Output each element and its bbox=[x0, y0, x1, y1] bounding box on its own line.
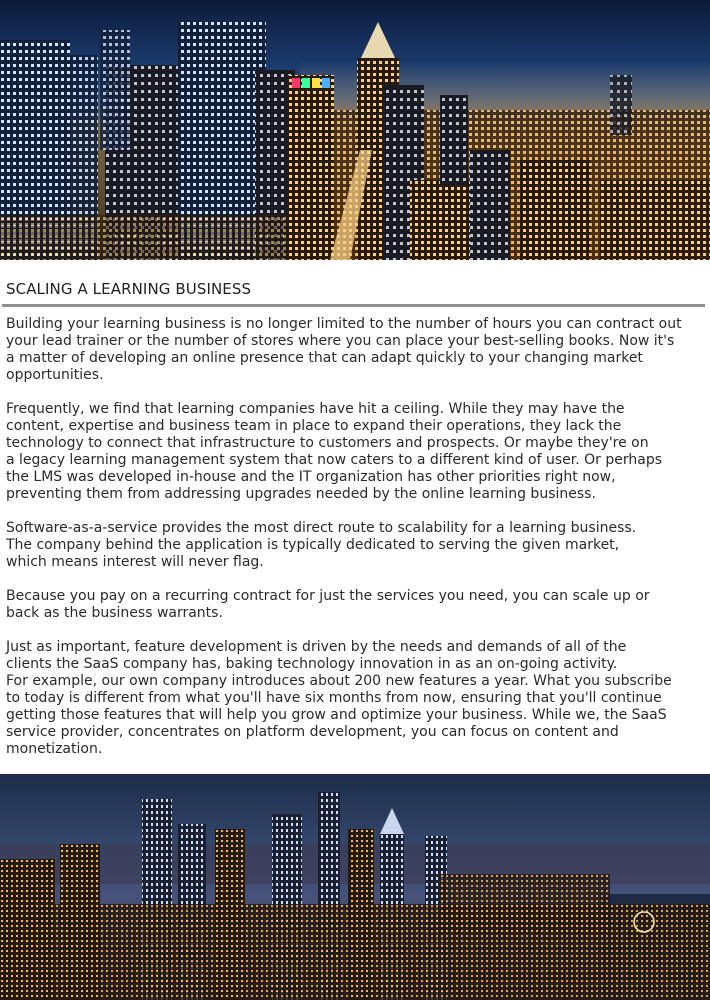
paragraph-1: Building your learning business is no longer limited to the number of hours you can contract out your lead trainer or the number of stores where you can place your best-selling books. Now it's a matter of developing an online presence that can adapt quickly to your changing market opportunities. bbox=[6, 316, 682, 383]
paragraph-3: Software-as-a-service provides the most direct route to scalability for a learning business. The company behind the application is typically dedicated to serving the given market, which means interest will never flag. bbox=[6, 520, 637, 570]
paragraph-4: Because you pay on a recurring contract for just the services you need, you can scale up or back as the business warrants. bbox=[6, 588, 650, 621]
paragraph-2: Frequently, we find that learning companies have hit a ceiling. While they may have the content, expertise and business team in place to expand their operations, they lack the technology to connect that infrastructure to customers and prospects. Or maybe they're on a legacy learning management system that now caters to a different kind of user. Or perhaps the LMS was developed in-house and the IT organization has other priorities right now, preventing them from addressing upgrades needed by the online learning business. bbox=[6, 401, 663, 502]
title-divider bbox=[2, 304, 705, 307]
top-cityscape-illustration bbox=[0, 0, 710, 260]
paragraph-5: Just as important, feature development is driven by the needs and demands of all of the clients the SaaS company has, baking technology innovation in as an on-going activity. For example, our own company introduces about 200 new features a year. What you subscribe to today is different from what you'll have six months from now, ensuring that you'll continue getting those features that will help you grow and optimize your business. While we, the SaaS service provider, concentrates on platform development, you can focus on content and monetization. bbox=[6, 639, 672, 757]
bottom-cityscape-illustration bbox=[0, 774, 710, 1000]
top-city-night-image bbox=[0, 0, 710, 260]
article-title: SCALING A LEARNING BUSINESS bbox=[6, 280, 252, 298]
bottom-city-night-image bbox=[0, 774, 710, 1000]
article-body bbox=[6, 316, 706, 775]
